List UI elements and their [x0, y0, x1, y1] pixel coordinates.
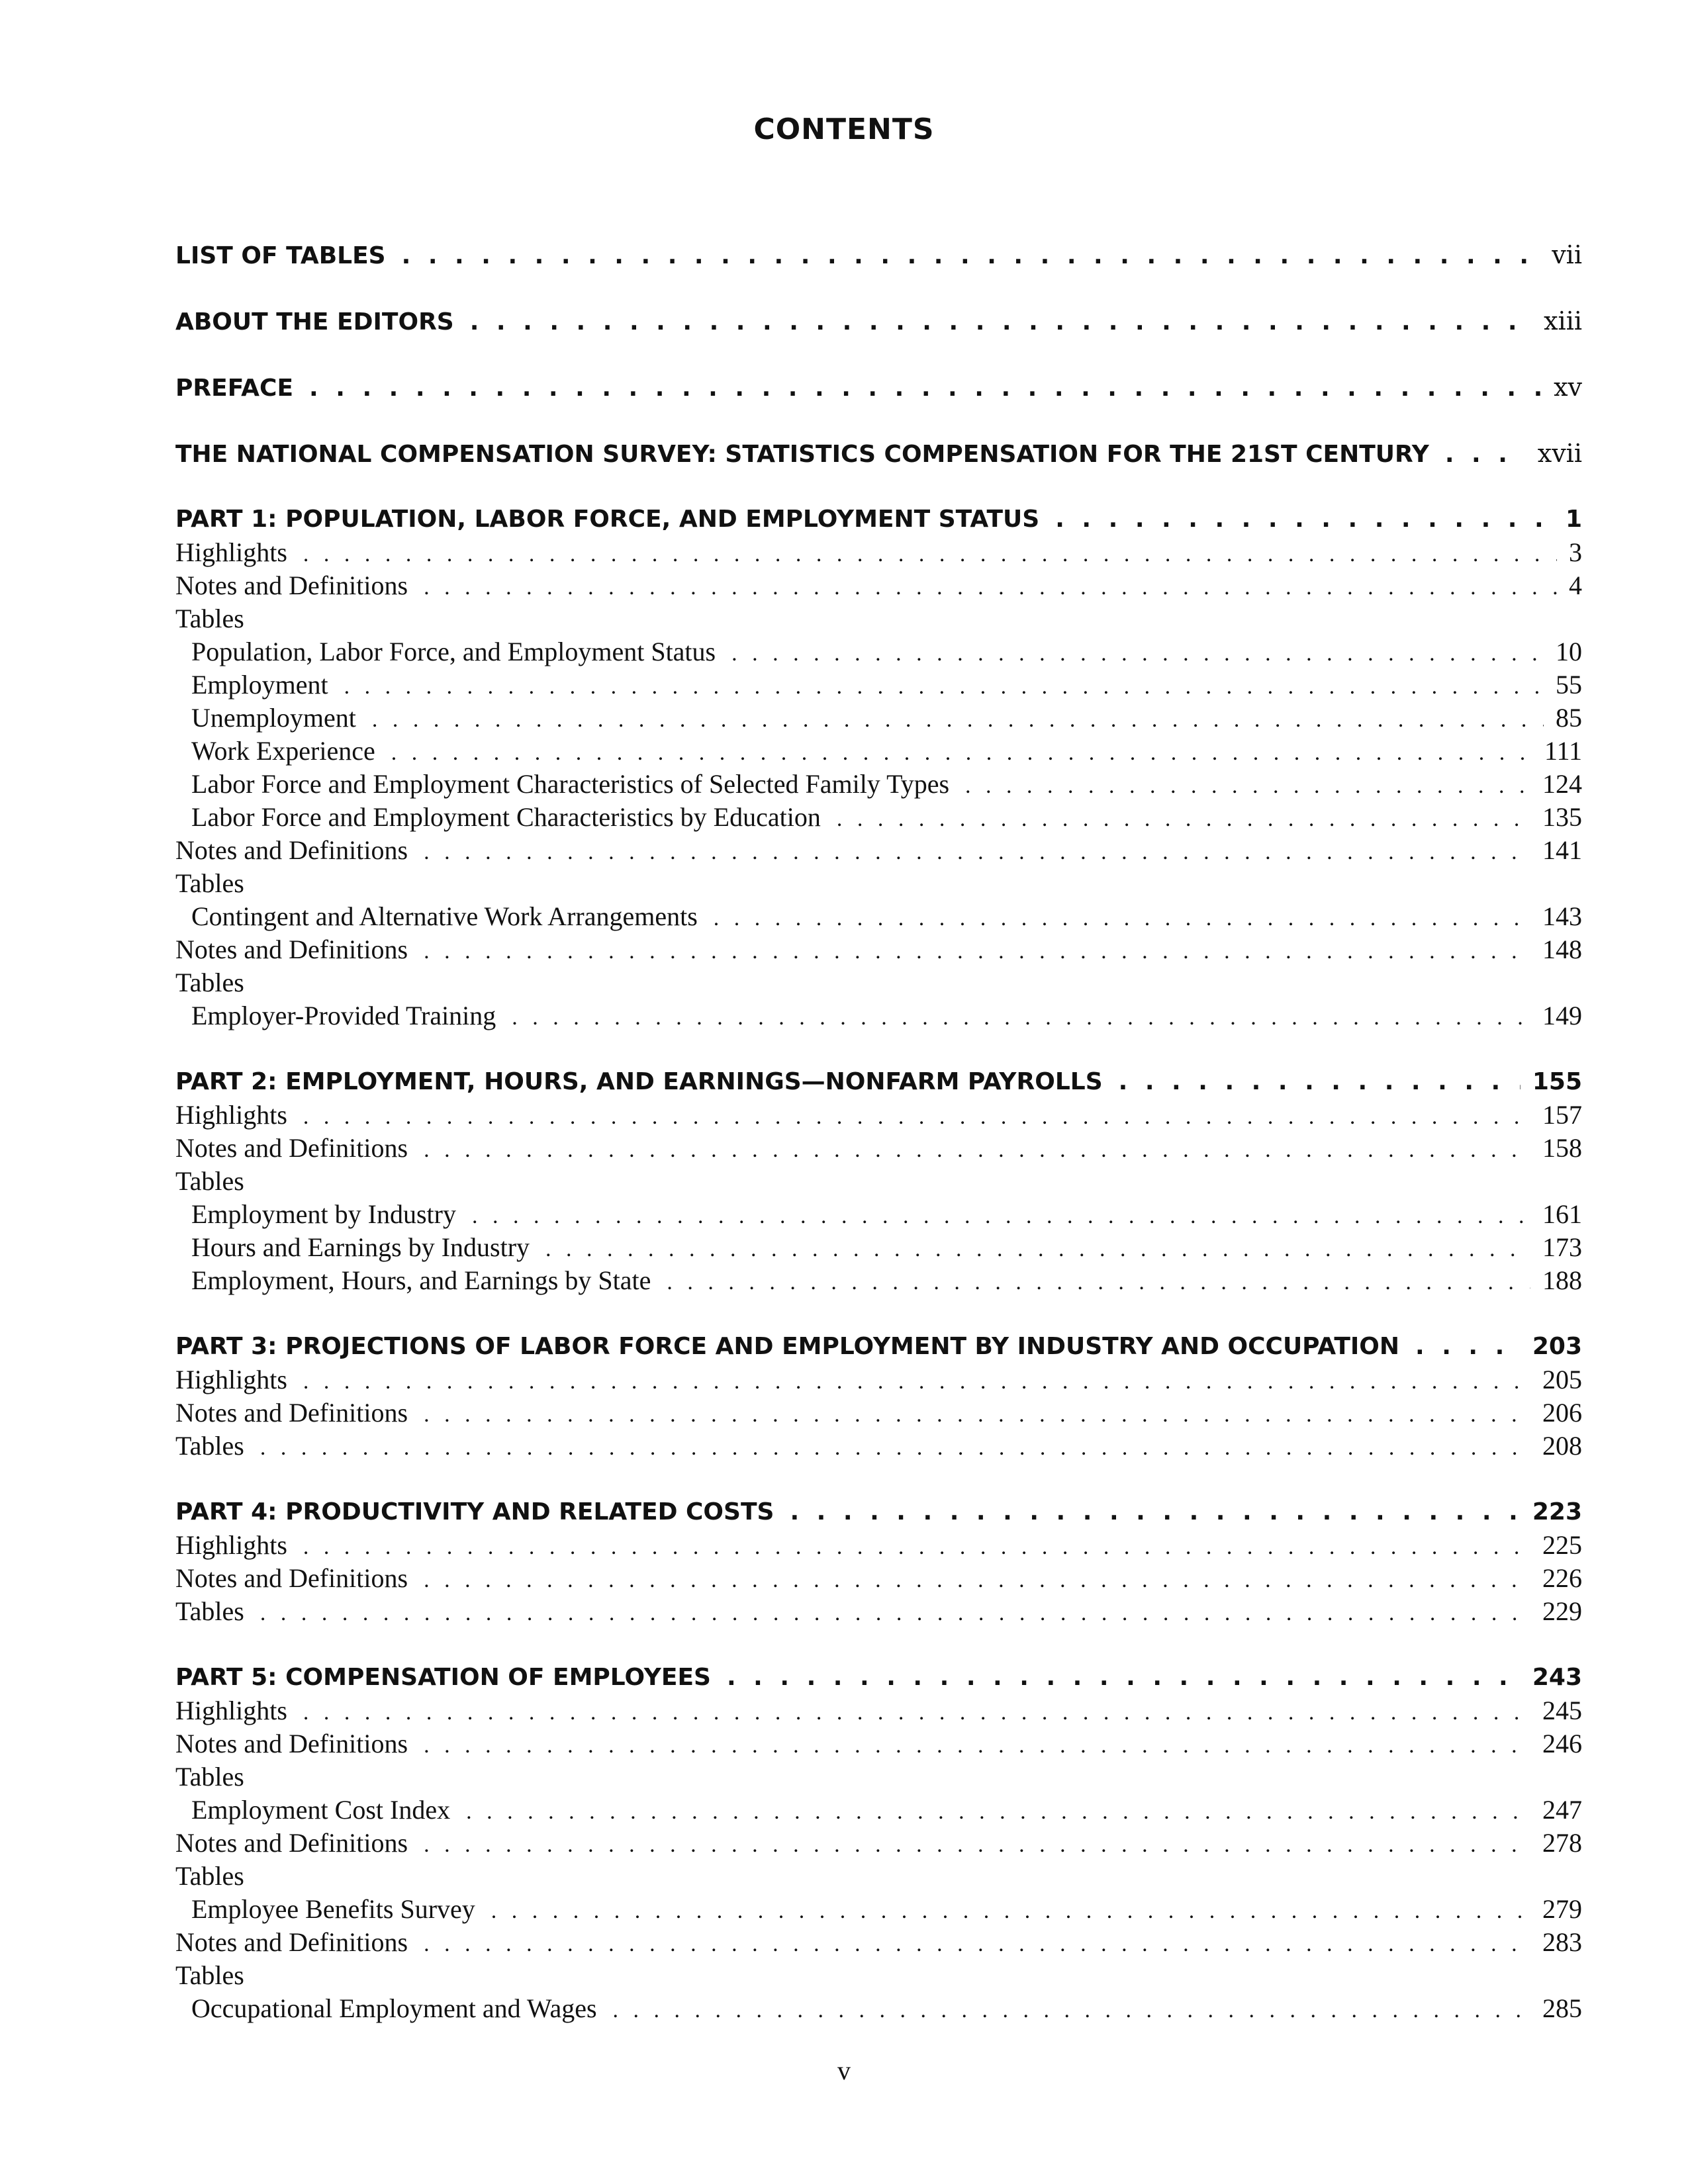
toc-entry[interactable]: [175, 702, 1582, 735]
toc-entry[interactable]: [175, 635, 1582, 668]
toc-entry[interactable]: [175, 768, 1582, 801]
toc-entry[interactable]: [175, 1992, 1582, 2025]
toc-entry-label: THE NATIONAL COMPENSATION SURVEY: STATISTICS COMPENSATION FOR THE 21ST CENTURY: [175, 441, 1429, 468]
toc-entry-label: Notes and Definitions: [175, 1133, 408, 1163]
toc-entry-page: 10: [1556, 637, 1582, 666]
dot-leader: [260, 1595, 1530, 1628]
toc-entry-page: 1: [1565, 506, 1582, 533]
toc-entry-label: Tables: [175, 1596, 244, 1626]
toc-entry-label: Employment Cost Index: [191, 1795, 451, 1825]
toc-subheading-tables: [175, 966, 1582, 999]
toc-entry[interactable]: [175, 999, 1582, 1032]
toc-entry-label: PART 5: COMPENSATION OF EMPLOYEES: [175, 1664, 711, 1691]
toc-entry-label: LIST OF TABLES: [175, 242, 386, 269]
toc-entry[interactable]: [175, 1099, 1582, 1132]
toc-entry-page: 203: [1532, 1333, 1582, 1360]
toc-entry-label: Notes and Definitions: [175, 1927, 408, 1957]
toc-entry[interactable]: [175, 1231, 1582, 1264]
dot-leader: [424, 1727, 1530, 1760]
toc-entry-label: Notes and Definitions: [175, 934, 408, 964]
toc-entry-label: Work Experience: [191, 736, 375, 766]
toc-entry-label: Labor Force and Employment Characteristics of Selected Family Types: [191, 769, 950, 799]
toc-entry-page: 208: [1542, 1431, 1582, 1461]
toc-entry-label: PART 4: PRODUCTIVITY AND RELATED COSTS: [175, 1498, 774, 1525]
toc-entry[interactable]: [175, 1727, 1582, 1760]
toc-entry-label: PREFACE: [175, 375, 294, 402]
toc-entry-label: Tables: [175, 1861, 244, 1891]
toc-entry-label: Tables: [175, 604, 244, 633]
toc-entry-page: xiii: [1544, 306, 1582, 336]
toc-entry-page: 55: [1556, 670, 1582, 700]
toc-entry[interactable]: [175, 668, 1582, 702]
toc-entry[interactable]: [175, 735, 1582, 768]
toc-entry-page: xv: [1554, 373, 1582, 402]
toc-entry-page: 225: [1542, 1530, 1582, 1560]
toc-entry-label: Highlights: [175, 1100, 287, 1130]
toc-entry-label: Hours and Earnings by Industry: [191, 1232, 530, 1262]
toc-entry-label: Notes and Definitions: [175, 1398, 408, 1428]
toc-subheading-tables: [175, 1760, 1582, 1794]
dot-leader: [260, 1430, 1530, 1463]
toc-entry-page: 157: [1542, 1100, 1582, 1130]
dot-leader: [1055, 503, 1554, 536]
dot-leader: [512, 999, 1530, 1032]
toc-entry[interactable]: [175, 1595, 1582, 1628]
toc-entry-national-compensation-survey[interactable]: [175, 437, 1582, 470]
toc-entry[interactable]: [175, 536, 1582, 569]
dot-leader: [424, 1926, 1530, 1959]
dot-leader: [303, 1099, 1530, 1132]
toc-entry-label: Tables: [175, 1431, 244, 1461]
toc-entry-label: Highlights: [175, 1530, 287, 1560]
toc-entry[interactable]: [175, 569, 1582, 602]
toc-entry-page: 188: [1542, 1265, 1582, 1295]
toc-entry-label: Occupational Employment and Wages: [191, 1993, 597, 2023]
dot-leader: [372, 702, 1544, 735]
toc-entry-page: 285: [1542, 1993, 1582, 2023]
dot-leader: [424, 933, 1530, 966]
toc-entry-page: 85: [1556, 703, 1582, 733]
toc-entry-page: 3: [1569, 537, 1582, 567]
toc-entry-label: Notes and Definitions: [175, 1828, 408, 1858]
toc-entry-label: Employment: [191, 670, 328, 700]
dot-leader: [714, 900, 1530, 933]
toc-subheading-tables: [175, 1165, 1582, 1198]
toc-entry-label: Employment, Hours, and Earnings by State: [191, 1265, 651, 1295]
toc-entry-label: Notes and Definitions: [175, 835, 408, 865]
dot-leader: [466, 1794, 1530, 1827]
dot-leader: [727, 1661, 1521, 1694]
toc-part-heading-1[interactable]: [175, 503, 1582, 536]
toc-entry-page: xvii: [1537, 439, 1582, 468]
dot-leader: [790, 1496, 1520, 1529]
toc-entry-label: Employee Benefits Survey: [191, 1894, 475, 1924]
toc-entry[interactable]: [175, 1198, 1582, 1231]
toc-entry-page: 143: [1542, 901, 1582, 931]
dot-leader: [965, 768, 1530, 801]
toc-entry[interactable]: [175, 933, 1582, 966]
dot-leader: [424, 1396, 1530, 1430]
toc-entry-page: 226: [1542, 1563, 1582, 1593]
toc-entry-page: 245: [1542, 1696, 1582, 1725]
toc-entry-page: 243: [1532, 1664, 1582, 1691]
dot-leader: [303, 536, 1557, 569]
toc-part-heading-5[interactable]: [175, 1661, 1582, 1694]
toc-subheading-tables: [175, 867, 1582, 900]
toc-entry[interactable]: [175, 1529, 1582, 1562]
toc-entry[interactable]: [175, 1893, 1582, 1926]
toc-entry-page: 206: [1542, 1398, 1582, 1428]
toc-entry-label: Highlights: [175, 1696, 287, 1725]
toc-entry[interactable]: [175, 1694, 1582, 1727]
dot-leader: [344, 668, 1544, 702]
toc-entry-label: ABOUT THE EDITORS: [175, 308, 454, 336]
dot-leader: [470, 306, 1532, 338]
toc-entry-page: 205: [1542, 1365, 1582, 1394]
toc-entry-label: Notes and Definitions: [175, 570, 408, 600]
toc-entry[interactable]: [175, 900, 1582, 933]
toc-entry-page: 111: [1544, 736, 1582, 766]
toc-entry-label: Employment by Industry: [191, 1199, 456, 1229]
toc-entry-label: Tables: [175, 1762, 244, 1792]
toc-part-heading-4[interactable]: [175, 1496, 1582, 1529]
toc-entry-label: Highlights: [175, 1365, 287, 1394]
toc-entry[interactable]: [175, 1562, 1582, 1595]
dot-leader: [472, 1198, 1530, 1231]
toc-entry-page: 148: [1542, 934, 1582, 964]
toc-entry-page: 278: [1542, 1828, 1582, 1858]
dot-leader: [303, 1363, 1530, 1396]
toc-entry-label: Tables: [175, 1166, 244, 1196]
toc-entry[interactable]: [175, 1430, 1582, 1463]
page-number: v: [837, 2056, 851, 2085]
toc-entry-page: 279: [1542, 1894, 1582, 1924]
toc-part-heading-2[interactable]: [175, 1066, 1582, 1099]
toc-entry[interactable]: [175, 1794, 1582, 1827]
dot-leader: [303, 1529, 1530, 1562]
toc-entry-list-of-tables[interactable]: [175, 238, 1582, 271]
toc-part-heading-3[interactable]: [175, 1330, 1582, 1363]
toc-entry-page: 229: [1542, 1596, 1582, 1626]
toc-entry[interactable]: [175, 1827, 1582, 1860]
toc-subheading-tables: [175, 1959, 1582, 1992]
dot-leader: [303, 1694, 1530, 1727]
dot-leader: [309, 372, 1542, 404]
toc-subheading-tables: [175, 602, 1582, 635]
toc-entry-page: 223: [1532, 1498, 1582, 1525]
dot-leader: [613, 1992, 1530, 2025]
toc-entry-label: PART 1: POPULATION, LABOR FORCE, AND EMPLOYMENT STATUS: [175, 506, 1040, 533]
toc-entry-page: 283: [1542, 1927, 1582, 1957]
dot-leader: [424, 1827, 1530, 1860]
dot-leader: [424, 569, 1557, 602]
dot-leader: [424, 1562, 1530, 1595]
dot-leader: [491, 1893, 1530, 1926]
toc-entry[interactable]: [175, 834, 1582, 867]
dot-leader: [667, 1264, 1530, 1297]
dot-leader: [424, 1132, 1530, 1165]
toc-subheading-tables: [175, 1860, 1582, 1893]
toc-entry-page: 4: [1569, 570, 1582, 600]
table-of-contents: [175, 238, 1582, 2025]
toc-entry-page: 173: [1542, 1232, 1582, 1262]
toc-entry-preface[interactable]: [175, 371, 1582, 404]
toc-entry-page: 124: [1542, 769, 1582, 799]
toc-entry-label: Tables: [175, 1960, 244, 1990]
toc-entry-label: Notes and Definitions: [175, 1729, 408, 1758]
dot-leader: [1445, 438, 1526, 470]
toc-entry-label: Tables: [175, 868, 244, 898]
dot-leader: [545, 1231, 1530, 1264]
dot-leader: [1415, 1330, 1521, 1363]
toc-entry[interactable]: [175, 1264, 1582, 1297]
toc-entry-page: 149: [1542, 1001, 1582, 1030]
toc-entry-label: Contingent and Alternative Work Arrangements: [191, 901, 698, 931]
toc-entry-label: Notes and Definitions: [175, 1563, 408, 1593]
dot-leader: [837, 801, 1530, 834]
dot-leader: [1119, 1066, 1521, 1099]
toc-entry-page: 247: [1542, 1795, 1582, 1825]
toc-entry-page: 158: [1542, 1133, 1582, 1163]
toc-entry-page: 141: [1542, 835, 1582, 865]
toc-entry-label: Employer-Provided Training: [191, 1001, 496, 1030]
toc-entry-label: PART 3: PROJECTIONS OF LABOR FORCE AND EMPLOYMENT BY INDUSTRY AND OCCUPATION: [175, 1333, 1400, 1360]
toc-entry[interactable]: [175, 801, 1582, 834]
toc-entry-label: Highlights: [175, 537, 287, 567]
toc-entry[interactable]: [175, 1363, 1582, 1396]
toc-entry-label: Tables: [175, 968, 244, 997]
toc-entry-page: 155: [1532, 1068, 1582, 1095]
toc-entry[interactable]: [175, 1396, 1582, 1430]
dot-leader: [424, 834, 1530, 867]
page-title: CONTENTS: [753, 113, 935, 146]
toc-entry-label: PART 2: EMPLOYMENT, HOURS, AND EARNINGS—NONFARM PAYROLLS: [175, 1068, 1103, 1095]
toc-entry-label: Labor Force and Employment Characteristics by Education: [191, 802, 821, 832]
toc-entry[interactable]: [175, 1132, 1582, 1165]
toc-entry-page: 135: [1542, 802, 1582, 832]
toc-entry-label: Unemployment: [191, 703, 356, 733]
dot-leader: [402, 240, 1540, 271]
toc-entry-page: vii: [1552, 240, 1582, 269]
dot-leader: [391, 735, 1532, 768]
dot-leader: [731, 635, 1544, 668]
toc-entry-page: 246: [1542, 1729, 1582, 1758]
toc-entry-page: 161: [1542, 1199, 1582, 1229]
toc-entry[interactable]: [175, 1926, 1582, 1959]
toc-entry-about-the-editors[interactable]: [175, 304, 1582, 338]
toc-entry-label: Population, Labor Force, and Employment Status: [191, 637, 716, 666]
